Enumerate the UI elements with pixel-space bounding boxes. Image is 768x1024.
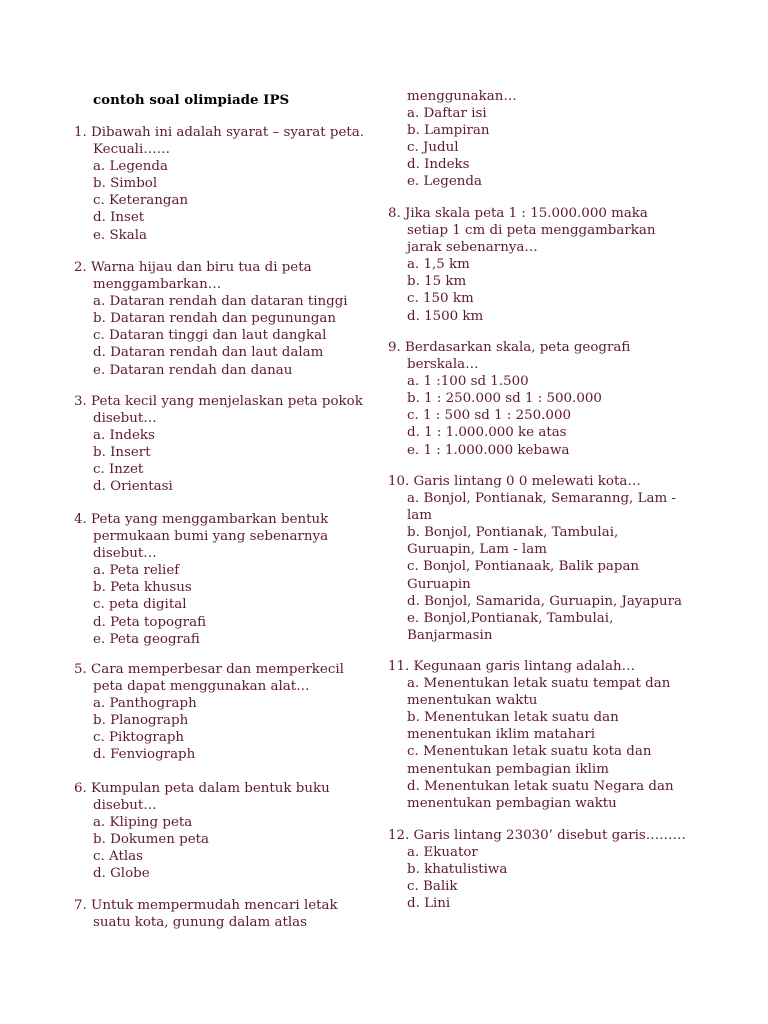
answer-option: a. Legenda: [93, 159, 168, 175]
question-text-continued: Guruapin, Lam - lam: [407, 542, 547, 558]
question-text-continued: Banjarmasin: [407, 627, 493, 643]
question-text-continued: peta dapat menggunakan alat…: [93, 679, 310, 695]
answer-option: b. Planograph: [93, 713, 189, 729]
answer-option: a. 1,5 km: [407, 257, 470, 273]
question-text: 7. Untuk mempermudah mencari letak: [74, 898, 338, 913]
answer-option: a. Kliping peta: [93, 815, 193, 831]
answer-option: e. Legenda: [407, 174, 482, 190]
answer-option: c. Balik: [407, 879, 458, 895]
answer-option: d. Bonjol, Samarida, Guruapin, Jayapura: [407, 593, 683, 609]
question-text: 1. Dibawah ini adalah syarat – syarat peta.: [74, 125, 365, 140]
answer-option: a. Menentukan letak suatu tempat dan: [407, 676, 671, 692]
answer-option: a. Indeks: [93, 428, 155, 444]
question-text-continued: menentukan pembagian iklim: [407, 761, 609, 777]
answer-option: d. Orientasi: [93, 479, 173, 495]
question-block: [74, 259, 374, 379]
answer-option: d. Menentukan letak suatu Negara dan: [407, 778, 674, 794]
question-block: [74, 897, 374, 931]
answer-option: a. Daftar isi: [407, 106, 487, 122]
answer-option: b. Peta khusus: [93, 580, 192, 596]
answer-option: e. Skala: [93, 227, 147, 243]
answer-option: c. Keterangan: [93, 193, 189, 209]
answer-option: d. Dataran rendah dan laut dalam: [93, 345, 324, 361]
answer-option: b. Bonjol, Pontianak, Tambulai,: [407, 525, 619, 541]
question-text-continued: disebut…: [93, 546, 157, 562]
answer-option: b. 1 : 250.000 sd 1 : 500.000: [407, 391, 602, 407]
question-text: 3. Peta kecil yang menjelaskan peta pokok: [74, 394, 363, 409]
answer-option: d. 1 : 1.000.000 ke atas: [407, 425, 567, 441]
answer-option: c. Dataran tinggi dan laut dangkal: [93, 328, 327, 344]
question-text-continued: menggambarkan…: [93, 277, 222, 293]
answer-option: b. 15 km: [407, 274, 467, 290]
answer-option: a. 1 :100 sd 1.500: [407, 374, 529, 390]
question-block: [388, 205, 678, 325]
answer-option: b. Dataran rendah dan pegunungan: [93, 311, 336, 327]
answer-option: b. Dokumen peta: [93, 832, 209, 848]
question-text: 5. Cara memperbesar dan memperkecil: [74, 662, 344, 677]
question-text-continued: lam: [407, 508, 432, 524]
answer-option: d. Lini: [407, 896, 451, 912]
question-text: 8. Jika skala peta 1 : 15.000.000 maka: [388, 206, 648, 221]
question-block: [388, 473, 683, 644]
question-block: [388, 88, 678, 191]
question-text-continued: menentukan waktu: [407, 693, 538, 709]
answer-option: c. peta digital: [93, 597, 187, 613]
answer-option: a. Dataran rendah dan dataran tinggi: [93, 294, 348, 310]
answer-option: b. khatulistiwa: [407, 862, 508, 878]
answer-option: c. Judul: [407, 140, 459, 156]
question-text-continued: Kecuali……: [93, 142, 171, 158]
answer-option: c. Bonjol, Pontianaak, Balik papan: [407, 559, 640, 575]
question-text-continued: permukaan bumi yang sebenarnya: [93, 529, 329, 545]
question-text: 11. Kegunaan garis lintang adalah…: [388, 659, 635, 674]
answer-option: d. Peta topografi: [93, 614, 207, 630]
answer-option: a. Bonjol, Pontianak, Semaranng, Lam -: [407, 491, 676, 507]
question-block: [74, 661, 374, 764]
answer-option: b. Insert: [93, 445, 151, 461]
question-block: [74, 780, 374, 883]
answer-option: a. Peta relief: [93, 563, 180, 579]
question-text-continued: menentukan pembagian waktu: [407, 795, 617, 811]
answer-option: b. Simbol: [93, 176, 158, 192]
document-title: contoh soal olimpiade IPS: [93, 92, 290, 108]
answer-option: d. Inset: [93, 210, 145, 226]
answer-option: c. Menentukan letak suatu kota dan: [407, 744, 652, 760]
question-text: 12. Garis lintang 23030’ disebut garis………: [388, 828, 686, 843]
answer-option: a. Ekuator: [407, 845, 478, 861]
question-block: [388, 827, 686, 912]
question-block: [388, 658, 678, 812]
answer-option: e. 1 : 1.000.000 kebawa: [407, 442, 570, 458]
answer-option: b. Menentukan letak suatu dan: [407, 710, 619, 726]
answer-option: d. Globe: [93, 866, 150, 882]
answer-option: d. 1500 km: [407, 308, 484, 324]
question-text-continued: menggunakan…: [407, 89, 517, 104]
answer-option: a. Panthograph: [93, 696, 197, 712]
answer-option: d. Indeks: [407, 157, 470, 173]
question-block: [74, 393, 374, 496]
question-text: 2. Warna hijau dan biru tua di peta: [74, 260, 312, 275]
answer-option: c. Atlas: [93, 849, 143, 865]
answer-option: d. Fenviograph: [93, 747, 196, 763]
question-text-continued: setiap 1 cm di peta menggambarkan: [407, 223, 656, 239]
question-block: [388, 339, 678, 459]
answer-option: c. 1 : 500 sd 1 : 250.000: [407, 408, 571, 424]
answer-option: b. Lampiran: [407, 123, 490, 139]
question-text-continued: suatu kota, gunung dalam atlas: [93, 915, 307, 931]
question-block: [74, 511, 374, 648]
question-text: 10. Garis lintang 0 0 melewati kota…: [388, 474, 641, 489]
answer-option: e. Bonjol,Pontianak, Tambulai,: [407, 610, 614, 626]
answer-option: c. Inzet: [93, 462, 144, 478]
answer-option: c. 150 km: [407, 291, 474, 307]
question-block: [74, 124, 374, 244]
answer-option: e. Peta geografi: [93, 631, 200, 647]
question-text: 6. Kumpulan peta dalam bentuk buku: [74, 781, 330, 796]
question-text-continued: Guruapin: [407, 576, 471, 592]
answer-option: c. Piktograph: [93, 730, 185, 746]
question-text: 9. Berdasarkan skala, peta geografi: [388, 340, 631, 355]
question-text-continued: menentukan iklim matahari: [407, 727, 596, 743]
question-text: 4. Peta yang menggambarkan bentuk: [74, 512, 329, 527]
question-text-continued: disebut…: [93, 411, 157, 427]
question-text-continued: disebut…: [93, 798, 157, 814]
answer-option: e. Dataran rendah dan danau: [93, 362, 293, 378]
question-text-continued: berskala…: [407, 357, 479, 373]
question-text-continued: jarak sebenarnya…: [407, 240, 538, 256]
